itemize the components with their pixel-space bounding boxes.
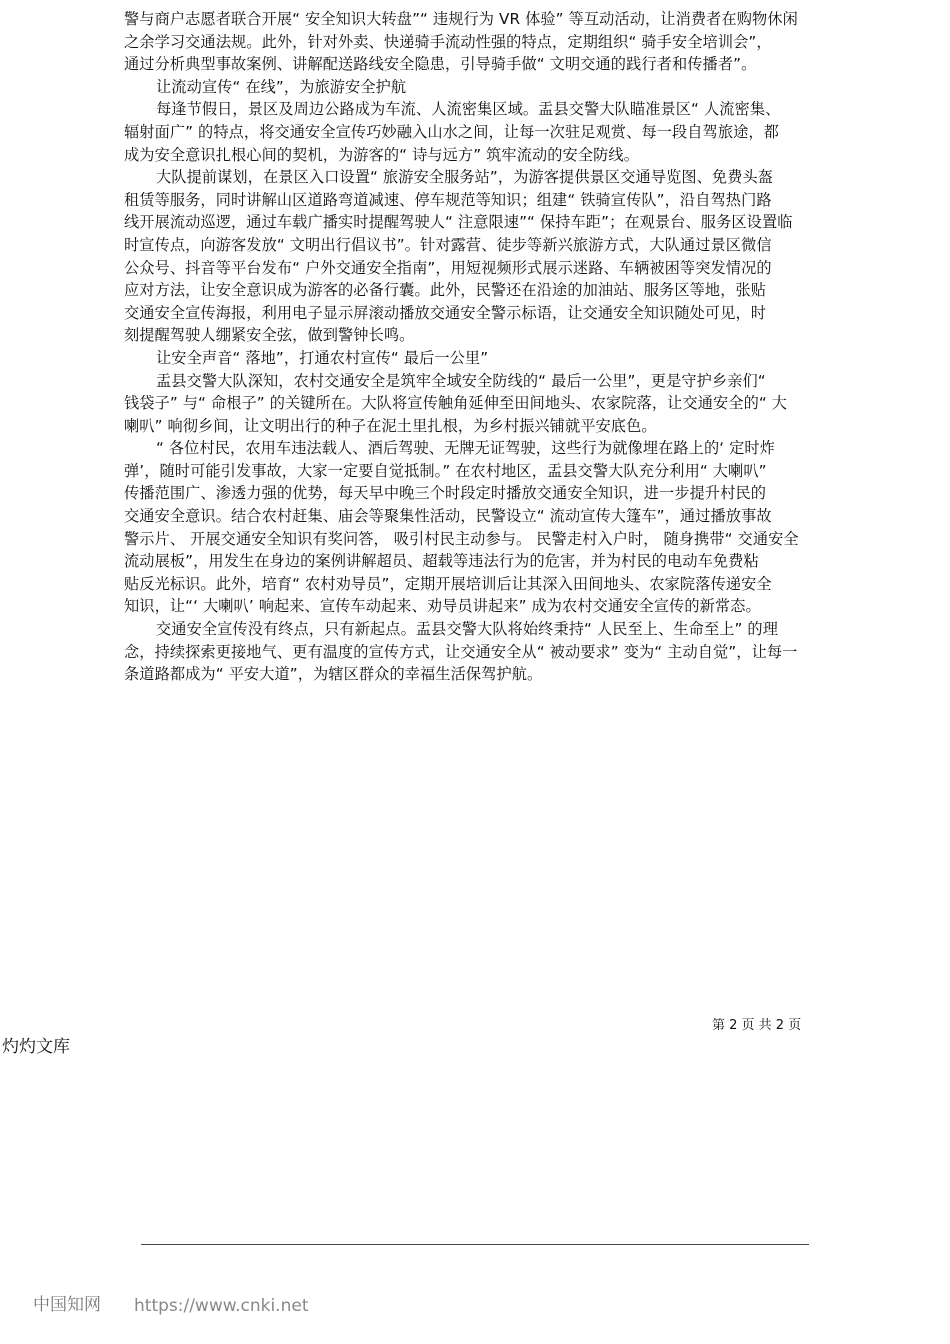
- text-line: 通过分析典型事故案例、讲解配送路线安全隐患，引导骑手做“ 文明交通的践行者和传播者”。: [124, 55, 757, 74]
- text-line: 知识，让“‘ 大喇叭’ 响起来、宣传车动起来、劝导员讲起来” 成为农村交通安全宣传的新常态。: [124, 597, 761, 616]
- section-heading: [124, 347, 836, 370]
- text-line: 线开展流动巡逻，通过车载广播实时提醒驾驶人“ 注意限速”“ 保持车距”；在观景台、服务区设置临: [124, 213, 793, 232]
- text-line: 弹’，随时可能引发事故，大家一定要自觉抵制。” 在农村地区，盂县交警大队充分利用“ 大喇叭”: [124, 461, 767, 480]
- text-line: 警与商户志愿者联合开展“ 安全知识大转盘”“ 违规行为 VR 体验” 等互动活动，让消费者在购物休闲: [124, 10, 798, 28]
- text-line: 每逢节假日，景区及周边公路成为车流、人流密集区域。盂县交警大队瞄准景区“ 人流密集、: [156, 100, 781, 119]
- text-line: 应对方法，让安全意识成为游客的必备行囊。此外，民警还在沿途的加油站、服务区等地，张贴: [124, 281, 767, 300]
- text-line: 传播范围广、渗透力强的优势，每天早中晚三个时段定时播放交通安全知识，进一步提升村民的: [124, 484, 767, 503]
- footer-url-link[interactable]: https://www.cnki.net: [134, 1296, 309, 1316]
- text-line: 公众号、抖音等平台发布“ 户外交通安全指南”，用短视频形式展示迷路、车辆被困等突发情况的: [124, 258, 772, 277]
- paragraph: [124, 8, 836, 76]
- section-heading: [124, 76, 836, 99]
- text-line: 之余学习交通法规。此外，针对外卖、快递骑手流动性强的特点，定期组织“ 骑手安全培训会”，: [124, 32, 772, 51]
- page-number: 第 2 页 共 2 页: [712, 1018, 802, 1033]
- text-line: 钱袋子” 与“ 命根子” 的关键所在。大队将宣传触角延伸至田间地头、农家院落，让交通安全的“ 大: [124, 394, 788, 413]
- text-line: 刻提醒驾驶人绷紧安全弦，做到警钟长鸣。: [124, 326, 415, 345]
- paragraph: [124, 618, 836, 686]
- text-line: 喇叭” 响彻乡间，让文明出行的种子在泥土里扎根，为乡村振兴铺就平安底色。: [124, 416, 657, 435]
- paragraph: [124, 437, 836, 618]
- text-line: 流动展板”，用发生在身边的案例讲解超员、超载等违法行为的危害，并为村民的电动车免费粘: [124, 552, 759, 571]
- text-line: 念，持续探索更接地气、更有温度的宣传方式，让交通安全从“ 被动要求” 变为“ 主动自觉”，让每一: [124, 642, 798, 661]
- article-body: [124, 8, 836, 686]
- text-line: 成为安全意识扎根心间的契机，为游客的“ 诗与远方” 筑牢流动的安全防线。: [124, 145, 639, 164]
- section-heading-text: 让安全声音“ 落地”，打通农村宣传“ 最后一公里”: [156, 348, 489, 367]
- text-line: 大队提前谋划，在景区入口设置“ 旅游安全服务站”，为游客提供景区交通导览图、免费头盔: [156, 168, 774, 187]
- paragraph: [124, 98, 836, 166]
- footer-brand: 中国知网: [33, 1295, 101, 1315]
- footer-divider: [141, 1244, 809, 1245]
- paragraph: [124, 370, 836, 438]
- text-line: 条道路都成为“ 平安大道”，为辖区群众的幸福生活保驾护航。: [124, 665, 543, 684]
- section-heading-text: 让流动宣传“ 在线”，为旅游安全护航: [156, 77, 407, 96]
- text-line: 交通安全宣传海报，利用电子显示屏滚动播放交通安全警示标语，让交通安全知识随处可见，时: [124, 303, 767, 322]
- text-line: 租赁等服务，同时讲解山区道路弯道减速、停车规范等知识；组建“ 铁骑宣传队”，沿自驾热门路: [124, 190, 772, 209]
- text-line: 贴反光标识。此外，培育“ 农村劝导员”，定期开展培训后让其深入田间地头、农家院落传递安全: [124, 574, 772, 593]
- text-line: “ 各位村民，农用车违法载人、酒后驾驶、无牌无证驾驶，这些行为就像埋在路上的‘ 定时炸: [156, 439, 775, 458]
- text-line: 盂县交警大队深知，农村交通安全是筑牢全域安全防线的“ 最后一公里”，更是守护乡亲们“: [156, 371, 766, 390]
- text-line: 交通安全意识。结合农村赶集、庙会等聚集性活动，民警设立“ 流动宣传大篷车”，通过播放事故: [124, 507, 772, 526]
- text-line: 时宣传点，向游客发放“ 文明出行倡议书”。针对露营、徒步等新兴旅游方式，大队通过景区微信: [124, 235, 772, 254]
- paragraph: [124, 166, 836, 347]
- text-line: 交通安全宣传没有终点，只有新起点。盂县交警大队将始终秉持“ 人民至上、生命至上” 的理: [156, 620, 779, 639]
- watermark-site-name: 灼灼文库: [2, 1037, 70, 1057]
- text-line: 警示片、 开展交通安全知识有奖问答， 吸引村民主动参与。 民警走村入户时， 随身携带“ 交通安全: [124, 529, 799, 548]
- text-line: 辐射面广” 的特点，将交通安全宣传巧妙融入山水之间，让每一次驻足观赏、每一段自驾旅途，都: [124, 122, 779, 141]
